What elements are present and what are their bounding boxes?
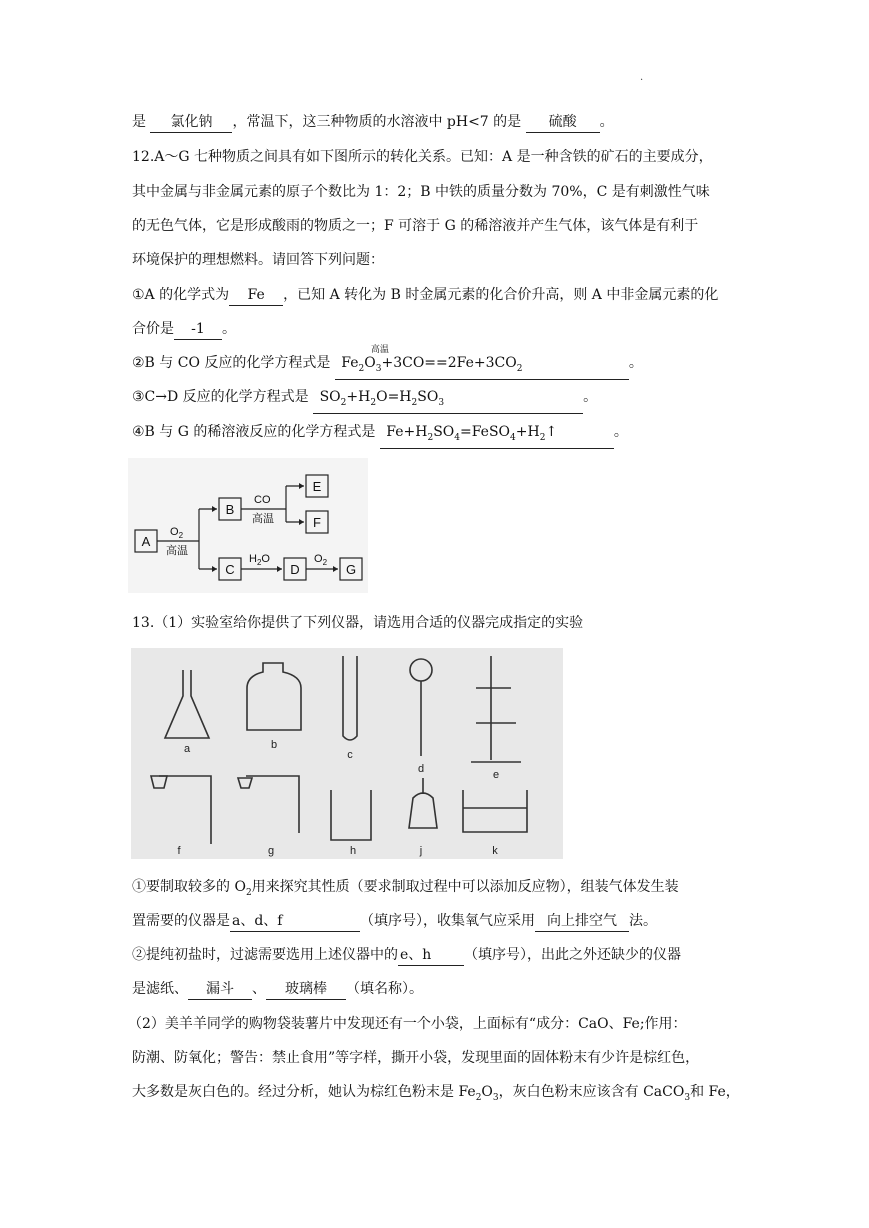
q12-line-3: 的无色气体，它是形成酸雨的物质之一；F 可溶于 G 的稀溶液并产生气体，该气体是有利于 bbox=[132, 218, 699, 234]
condition-label: 高温 bbox=[370, 345, 389, 355]
node-f: F bbox=[313, 515, 321, 530]
q13-q2b-mid: 、 bbox=[252, 981, 266, 997]
label-d: d bbox=[417, 763, 425, 775]
stopper-f-icon bbox=[151, 776, 167, 788]
node-g: G bbox=[345, 562, 357, 577]
q13-part2 bbox=[132, 945, 681, 966]
answer-blank: 玻璃棒 bbox=[266, 979, 346, 1000]
apparatus-figure bbox=[131, 648, 563, 859]
q12-p1b-post: 。 bbox=[222, 321, 236, 337]
q12-p4-post: 。 bbox=[613, 424, 628, 440]
label-f: f bbox=[177, 845, 181, 857]
q12-p3-post: 。 bbox=[583, 389, 598, 405]
q12-p2-pre: ②B 与 CO 反应的化学方程式是 bbox=[132, 355, 331, 371]
label-c: c bbox=[347, 749, 353, 761]
answer-blank: Fe bbox=[229, 285, 283, 306]
trough-icon bbox=[463, 790, 527, 832]
label-b: b bbox=[270, 739, 278, 751]
bottle-icon bbox=[247, 663, 301, 730]
iron-stand-icon bbox=[471, 656, 521, 762]
label-o2: $O_2$ bbox=[170, 526, 184, 540]
node-b: B bbox=[225, 502, 235, 517]
q11-end: 。 bbox=[599, 114, 614, 130]
q13-p2-l3-a: 大多数是灰白色的。经过分析，她认为棕红色粉末是 Fe bbox=[132, 1084, 476, 1100]
q12-part2 bbox=[132, 345, 643, 380]
answer-blank: a、d、f bbox=[230, 911, 360, 932]
q12-p1-post: ，已知 A 转化为 B 时金属元素的化合价升高，则 A 中非金属元素的化 bbox=[283, 287, 719, 303]
q13-q1b-pre: 置需要的仪器是 bbox=[132, 913, 230, 929]
node-a: A bbox=[141, 534, 151, 549]
label-j: j bbox=[419, 845, 423, 857]
q11-mid: ，常温下，这三种物质的水溶液中 pH<7 的是 bbox=[232, 114, 522, 130]
q13-part1b bbox=[132, 911, 657, 932]
q12-part3 bbox=[132, 387, 597, 414]
q12-line-2: 其中金属与非金属元素的原子个数比为 1：2；B 中铁的质量分数为 70%，C 是有刺激性气味 bbox=[132, 184, 710, 200]
q13-q2-post: （填序号），出此之外还缺少的仪器 bbox=[464, 947, 681, 963]
q13-q1-sub: 2 bbox=[245, 887, 252, 898]
q13-intro: 13.（1）实验室给你提供了下列仪器，请选用合适的仪器完成指定的实验 bbox=[132, 615, 584, 631]
label-k: k bbox=[492, 845, 498, 857]
q12-line-1: 12.A～G 七种物质之间具有如下图所示的转化关系。已知：A 是一种含铁的矿石的主要成分， bbox=[132, 149, 713, 165]
conversion-diagram bbox=[128, 458, 368, 593]
equation-blank: $Fe+H_2SO_4=FeSO_4+H_2↑$ bbox=[380, 422, 614, 449]
q12-p3-pre: ③C bbox=[132, 389, 156, 405]
q12-p1-pre: ①A 的化学式为 bbox=[132, 287, 230, 303]
q13-p2-l3-tail: 和 Fe， bbox=[690, 1084, 740, 1100]
stopper-g-icon bbox=[238, 778, 252, 788]
label-high-temp-2: 高温 bbox=[252, 513, 274, 525]
q13-p2-l3-mid: O bbox=[481, 1084, 493, 1100]
beaker-icon bbox=[331, 790, 371, 840]
label-o2-2: $O_2$ bbox=[314, 553, 328, 567]
q13-part1 bbox=[132, 877, 679, 903]
answer-blank: 硫酸 bbox=[526, 112, 600, 133]
answer-blank: 氯化钠 bbox=[150, 112, 232, 133]
node-c: C bbox=[225, 562, 235, 577]
q12-p2-post: 。 bbox=[628, 355, 643, 371]
equation-blank: $SO_2+H_2O=H_2SO_3$ bbox=[313, 387, 583, 414]
q13-p2-line-2: 防潮、防氧化；警告：禁止食用”等字样，撕开小袋，发现里面的固体粉末有少许是棕红色， bbox=[132, 1050, 700, 1066]
label-high-temp-1: 高温 bbox=[166, 545, 188, 557]
answer-blank: 漏斗 bbox=[188, 979, 252, 1000]
answer-blank: 向上排空气 bbox=[535, 911, 629, 932]
label-h2o: $H_2O$ bbox=[249, 553, 270, 567]
page-dot: . bbox=[640, 72, 644, 83]
alcohol-lamp-icon bbox=[409, 778, 437, 828]
label-h: h bbox=[349, 845, 357, 857]
tube-g bbox=[246, 776, 299, 833]
apparatus-drawing bbox=[131, 648, 563, 859]
q12-part4 bbox=[132, 422, 628, 449]
q12-part1 bbox=[132, 285, 718, 306]
q12-p4-pre: ④B 与 G 的稀溶液反应的化学方程式是 bbox=[132, 424, 376, 440]
label-co: CO bbox=[254, 494, 271, 506]
q11-pre: 是 bbox=[132, 114, 146, 130]
q12-part1b bbox=[132, 319, 236, 340]
q13-q1-post: 用来探究其性质（要求制取过程中可以添加反应物），组装气体发生装 bbox=[251, 879, 679, 895]
q13-q2-pre: ②提纯初盐时，过滤需要选用上述仪器中的 bbox=[132, 947, 398, 963]
q12-line-4: 环境保护的理想燃料。请回答下列问题： bbox=[132, 252, 384, 268]
q13-q1b-post: 法。 bbox=[629, 913, 657, 929]
q13-q1b-mid: （填序号），收集氧气应采用 bbox=[360, 913, 535, 929]
q11-tail-line bbox=[132, 112, 614, 133]
q13-p2-line-3: 大多数是灰白色的。经过分析，她认为棕红色粉末是 $Fe_2O_3$，灰白色粉末应该含有 CaCO$_3$和 Fe， bbox=[132, 1084, 740, 1103]
test-tube-icon bbox=[343, 656, 357, 740]
q13-part2b bbox=[132, 979, 423, 1000]
label-a: a bbox=[183, 743, 191, 755]
label-e: e bbox=[492, 769, 500, 781]
node-e: E bbox=[312, 479, 322, 494]
q13-q1-pre: ①要制取较多的 O bbox=[132, 879, 246, 895]
q13-q2b-post: （填名称）。 bbox=[346, 981, 423, 997]
q13-p2-line-1: （2）美羊羊同学的购物袋装薯片中发现还有一个小袋，上面标有“成分：CaO、Fe;作用： bbox=[128, 1016, 687, 1032]
conical-flask-icon bbox=[165, 670, 209, 738]
node-d: D bbox=[290, 562, 300, 577]
label-g: g bbox=[267, 845, 275, 857]
answer-blank: e、h bbox=[398, 945, 464, 966]
funnel-bulb-icon bbox=[410, 659, 432, 681]
q12-p3-mid: D 反应的化学方程式是 bbox=[167, 389, 309, 405]
q13-q2b-pre: 是滤纸、 bbox=[132, 981, 188, 997]
tube-f bbox=[159, 776, 211, 844]
q13-p2-l3-end: ，灰白色粉末应该含有 CaCO bbox=[498, 1084, 685, 1100]
equation-blank: 高温 $Fe_2O_3+3CO==2Fe+3CO_2$ bbox=[335, 353, 629, 380]
q12-p1b-pre: 合价是 bbox=[132, 321, 174, 337]
answer-blank: -1 bbox=[174, 319, 222, 340]
arrow-right-icon: → bbox=[155, 389, 167, 405]
